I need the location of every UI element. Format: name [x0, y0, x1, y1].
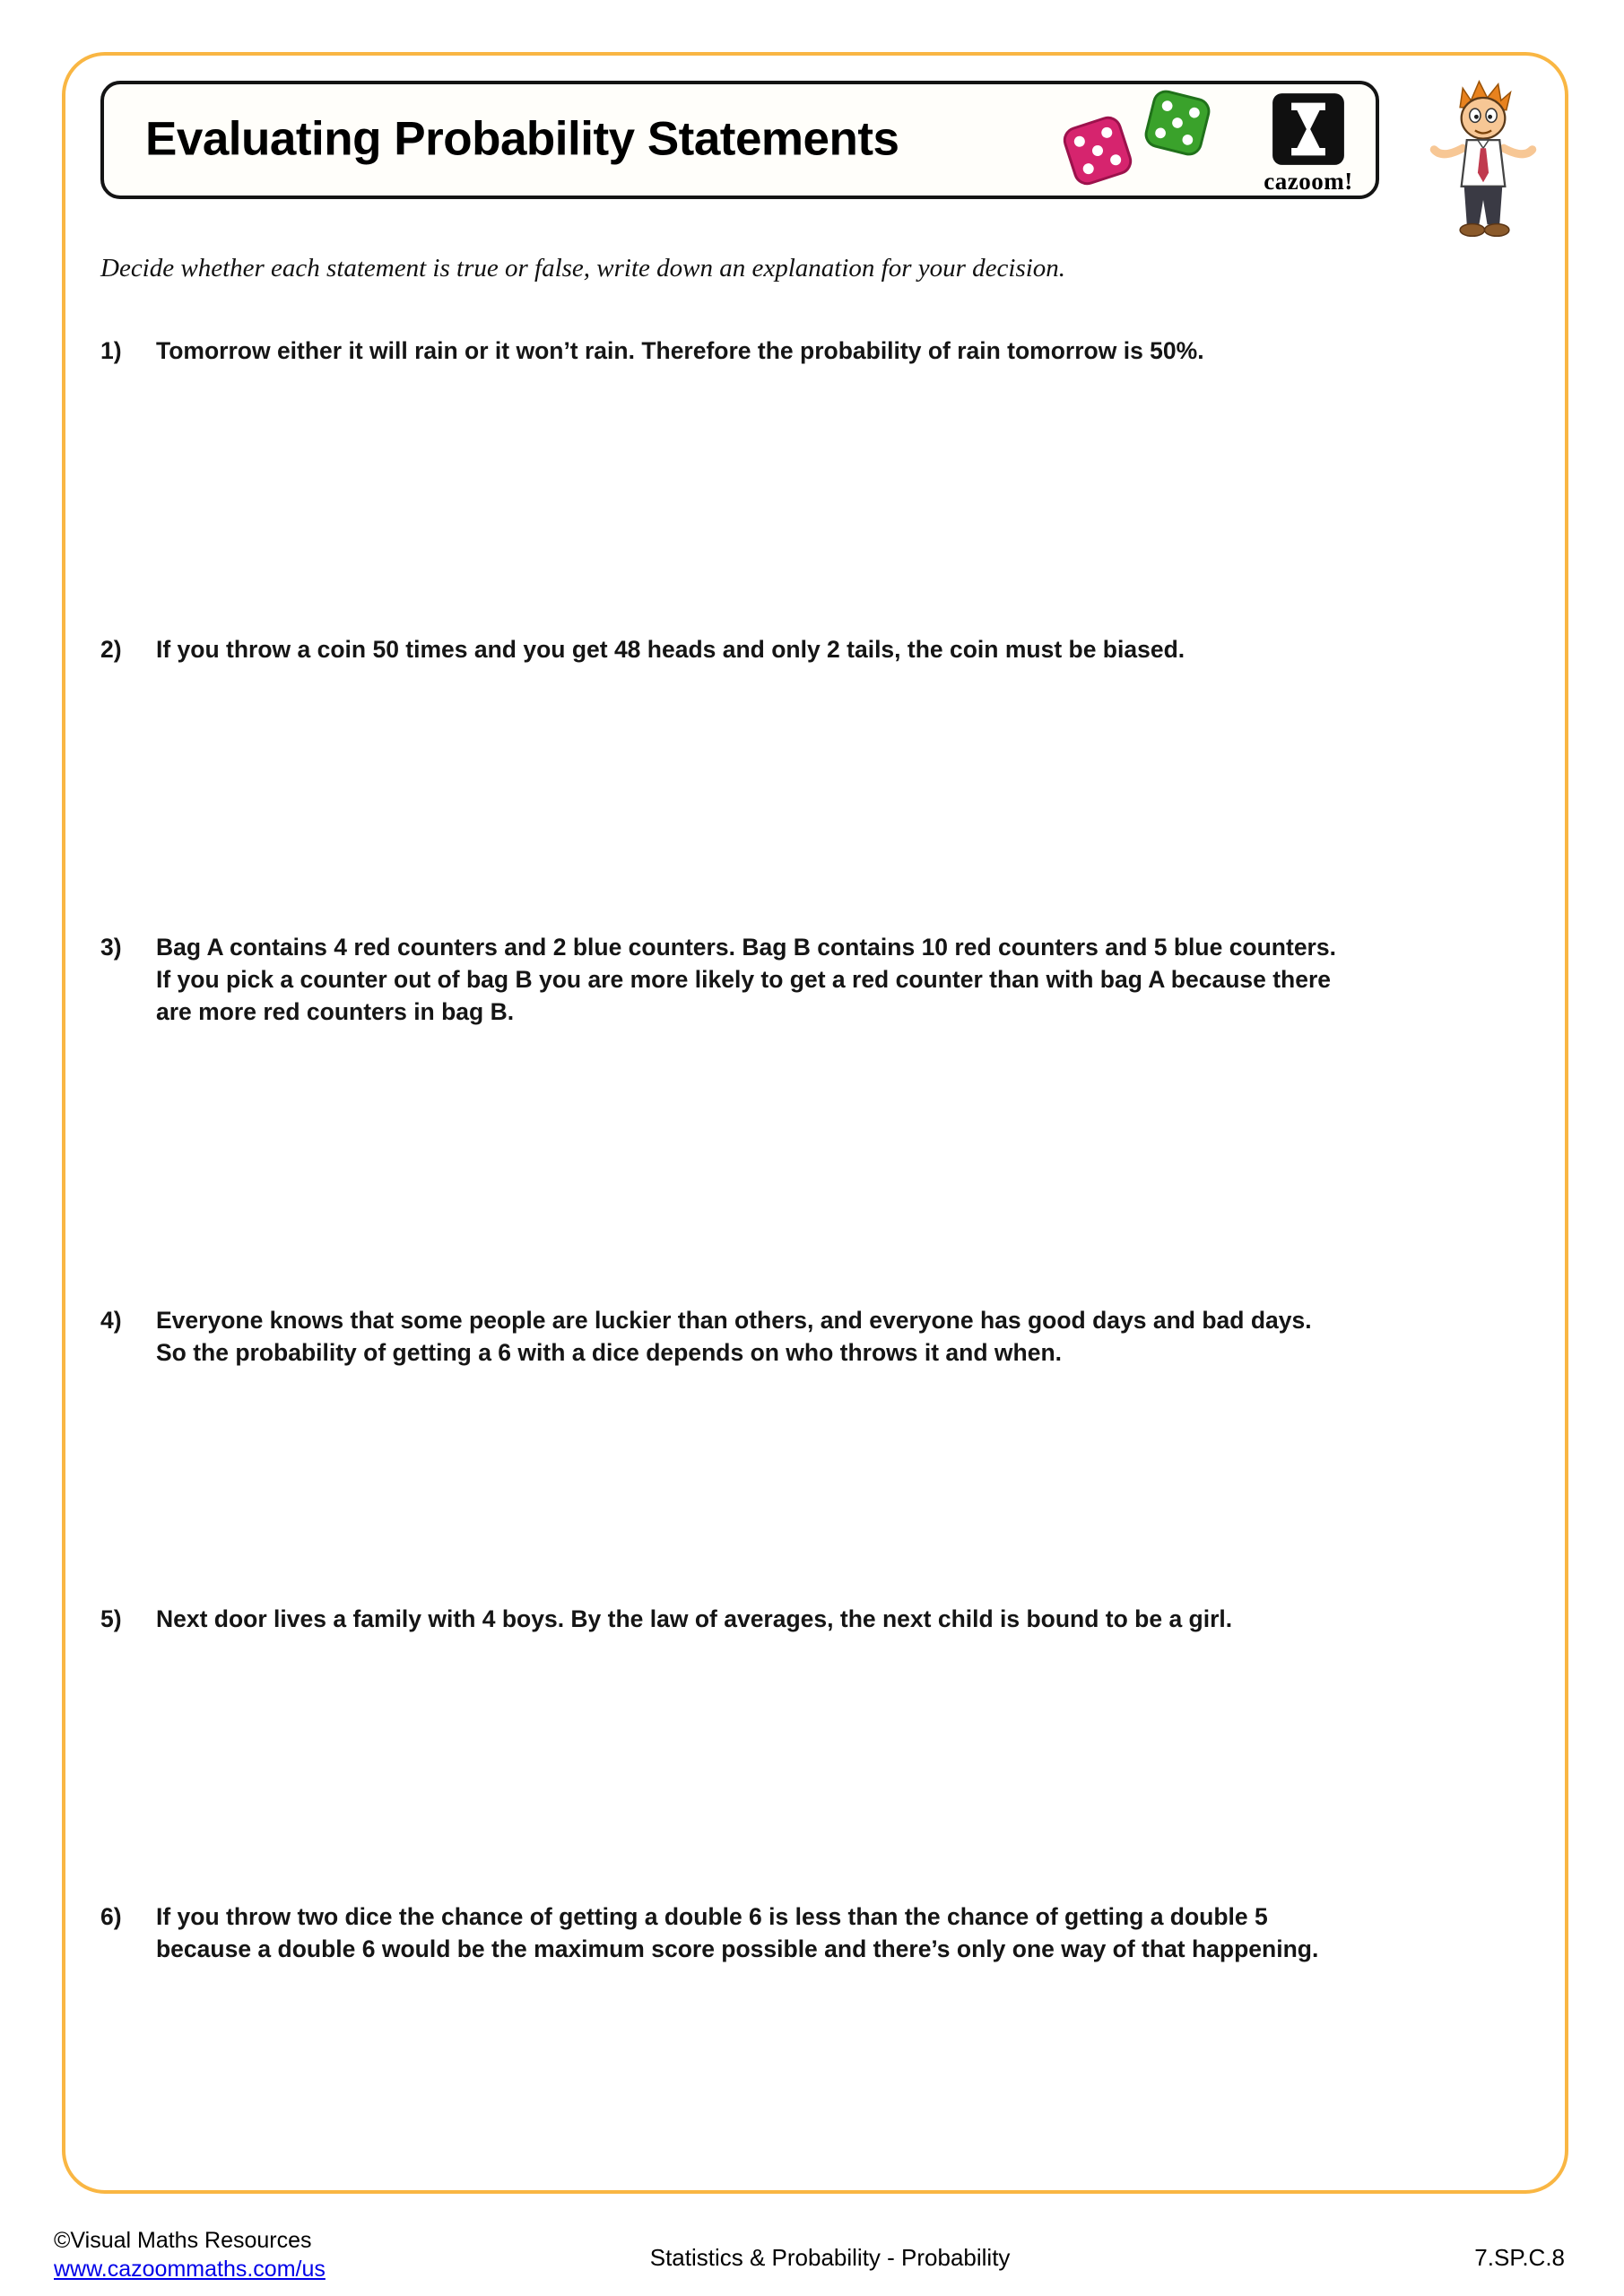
question-2-line: If you throw a coin 50 times and you get 48 heads and only 2 tails, the coin must be biased.: [156, 636, 1185, 663]
question-4-line: Everyone knows that some people are luckier than others, and everyone has good days and bad days.: [156, 1307, 1312, 1334]
footer-category: Statistics & Probability - Probability: [649, 2244, 1011, 2271]
question-4-text: [156, 1304, 1557, 1369]
pink-die-icon: [1053, 106, 1143, 196]
question-6-number: 6): [100, 1903, 122, 1930]
question-3-number: 3): [100, 934, 122, 961]
question-4-line: So the probability of getting a 6 with a dice depends on who throws it and when.: [156, 1339, 1062, 1366]
question-3-line: Bag A contains 4 red counters and 2 blue counters. Bag B contains 10 red counters and 5 blue counters.: [156, 934, 1336, 961]
footer-copyright: ©Visual Maths Resources: [54, 2228, 312, 2253]
question-6-line: If you throw two dice the chance of getting a double 6 is less than the chance of getting a double 5: [156, 1903, 1268, 1930]
question-3: [100, 931, 1557, 1028]
question-3-line: If you pick a counter out of bag B you are more likely to get a red counter than with bag A because there: [156, 966, 1332, 993]
question-5-text: [156, 1603, 1557, 1635]
cazoom-logo: [1259, 91, 1358, 196]
cazoom-logo-text: cazoom!: [1264, 168, 1353, 195]
question-1: [100, 335, 1557, 367]
green-die-icon: [1135, 81, 1220, 166]
page-title: Evaluating Probability Statements: [145, 112, 899, 166]
question-1-text: [156, 335, 1557, 367]
question-4: [100, 1304, 1557, 1369]
cartoon-teacher-character: [1415, 77, 1551, 255]
question-6: [100, 1900, 1557, 1965]
question-1-line: Tomorrow either it will rain or it won’t rain. Therefore the probability of rain tomorrow is 50%.: [156, 337, 1204, 364]
footer-website-link[interactable]: www.cazoommaths.com/us: [54, 2257, 326, 2282]
cazoom-hourglass-icon: [1271, 91, 1346, 167]
question-5-line: Next door lives a family with 4 boys. By the law of averages, the next child is bound to be a girl.: [156, 1605, 1233, 1632]
question-6-text: [156, 1900, 1557, 1965]
footer-standard-code: 7.SP.C.8: [1474, 2244, 1565, 2271]
question-6-line: because a double 6 would be the maximum score possible and there’s only one way of that happening.: [156, 1935, 1319, 1962]
worksheet-header: [100, 81, 1379, 199]
question-5: [100, 1603, 1557, 1635]
instruction-text: Decide whether each statement is true or false, write down an explanation for your decision.: [100, 254, 1066, 283]
question-5-number: 5): [100, 1605, 122, 1632]
question-2: [100, 633, 1557, 665]
page-border-frame: [62, 52, 1568, 2194]
question-2-text: [156, 633, 1557, 665]
question-4-number: 4): [100, 1307, 122, 1334]
question-2-number: 2): [100, 636, 122, 663]
question-3-text: [156, 931, 1557, 1028]
question-3-line: are more red counters in bag B.: [156, 998, 515, 1025]
question-1-number: 1): [100, 337, 122, 364]
